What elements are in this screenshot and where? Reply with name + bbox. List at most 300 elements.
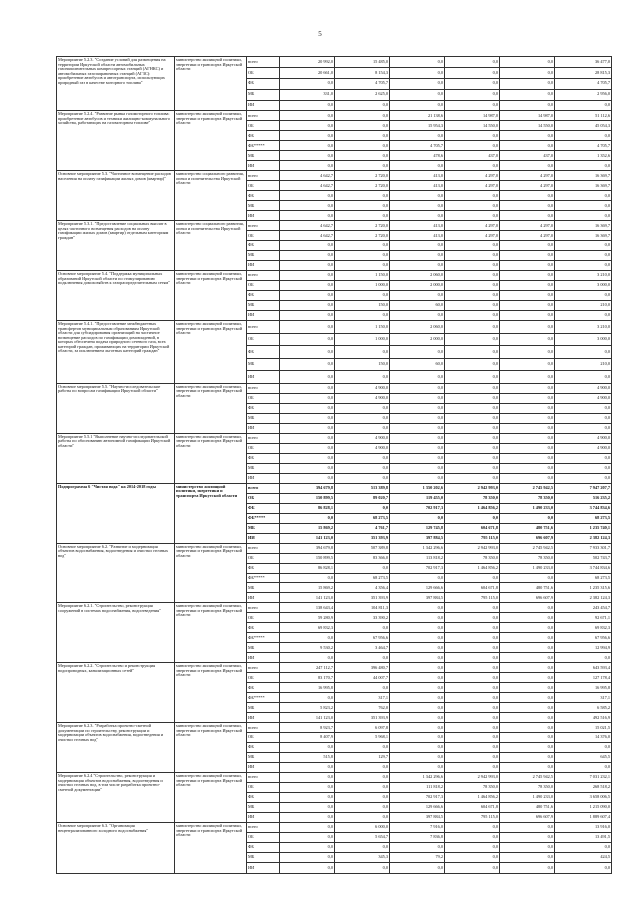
amount-cell: 0,0	[500, 201, 555, 211]
measure-name: Основное мероприятие 5.3. "Частичное возмещение расходов населения на оплату газификации жилых домов (квартир)"	[57, 171, 175, 221]
funding-source: всего	[247, 543, 280, 553]
amount-cell: 15 954,3	[390, 121, 445, 131]
amount-cell: 5 654,7	[335, 833, 390, 843]
amount-cell: 0,0	[390, 663, 445, 673]
amount-cell: 696 607,9	[500, 813, 555, 823]
amount-cell: 0,0	[445, 863, 500, 874]
amount-cell: 2 060,0	[390, 271, 445, 281]
amount-cell: 7 933 301,7	[555, 543, 612, 553]
amount-cell: 4 642,7	[280, 231, 335, 241]
amount-cell: 2 942 993,0	[445, 773, 500, 783]
amount-cell: 0,0	[555, 463, 612, 473]
amount-cell: 2 000,0	[390, 333, 445, 346]
amount-cell: 15 485,0	[335, 57, 390, 68]
amount-cell: 0,0	[555, 423, 612, 433]
amount-cell: 0,0	[280, 803, 335, 813]
funding-source: ФБ	[247, 131, 280, 141]
funding-source: ФБ*****	[247, 513, 280, 523]
amount-cell: 2 720,0	[335, 221, 390, 231]
amount-cell: 0,0	[500, 463, 555, 473]
amount-cell: 3 000,0	[555, 281, 612, 291]
amount-cell: 4 642,7	[280, 181, 335, 191]
amount-cell: 0,0	[500, 473, 555, 483]
funding-source: ИИ	[247, 423, 280, 433]
funding-source: всего	[247, 723, 280, 733]
amount-cell: 14 550,0	[445, 121, 500, 131]
funding-source: МБ	[247, 803, 280, 813]
amount-cell: 68 273,5	[335, 573, 390, 583]
amount-cell: 7 916,0	[390, 823, 445, 833]
amount-cell: 0,0	[445, 433, 500, 443]
amount-cell: 0,0	[445, 713, 500, 723]
amount-cell: 1 150,0	[335, 321, 390, 334]
executor: министерство жилищной политики, энергетики и транспорта Иркутской области	[175, 483, 247, 543]
amount-cell: 6 097,8	[335, 723, 390, 733]
amount-cell: 1 000,0	[335, 333, 390, 346]
amount-cell: 1 464 856,2	[445, 563, 500, 573]
amount-cell: 4 297,0	[445, 171, 500, 181]
amount-cell: 0,0	[500, 321, 555, 334]
amount-cell: 0,0	[500, 643, 555, 653]
funding-source: МБ	[247, 583, 280, 593]
amount-cell: 0,0	[335, 793, 390, 803]
amount-cell: 14 987,0	[445, 111, 500, 121]
amount-cell: 437,0	[500, 151, 555, 161]
amount-cell: 507 389,8	[335, 543, 390, 553]
amount-cell: 0,0	[500, 371, 555, 384]
amount-cell: 0,0	[390, 763, 445, 773]
amount-cell: 0,0	[390, 383, 445, 393]
table-row	[57, 723, 612, 733]
amount-cell: 0,0	[555, 763, 612, 773]
table-row	[57, 823, 612, 833]
amount-cell: 0,0	[280, 743, 335, 753]
amount-cell: 0,0	[500, 161, 555, 171]
amount-cell: 0,0	[280, 393, 335, 403]
amount-cell: 0,0	[445, 753, 500, 763]
amount-cell: 78 350,0	[445, 783, 500, 793]
funding-source: всего	[247, 483, 280, 493]
amount-cell: 7 031 232,1	[555, 773, 612, 783]
amount-cell: 141 123,0	[280, 713, 335, 723]
amount-cell: 0,0	[555, 371, 612, 384]
amount-cell: 0,0	[500, 703, 555, 713]
amount-cell: 0,0	[500, 89, 555, 100]
amount-cell: 78 350,0	[500, 783, 555, 793]
funding-source: МБ	[247, 251, 280, 261]
amount-cell: 0,0	[280, 783, 335, 793]
amount-cell: 6 585,2	[555, 703, 612, 713]
amount-cell: 4 761,7	[335, 523, 390, 533]
funding-source: МБ	[247, 201, 280, 211]
amount-cell: 0,0	[280, 333, 335, 346]
amount-cell: 0,0	[500, 67, 555, 78]
amount-cell: 0,0	[500, 863, 555, 874]
amount-cell: 1 235 740,1	[555, 523, 612, 533]
amount-cell: 0,0	[500, 753, 555, 763]
amount-cell: 0,0	[445, 321, 500, 334]
amount-cell: 351 393,9	[335, 593, 390, 603]
amount-cell: 0,0	[280, 853, 335, 863]
amount-cell: 1 342 296,6	[390, 773, 445, 783]
amount-cell: 0,0	[280, 863, 335, 874]
amount-cell: 0,0	[335, 623, 390, 633]
amount-cell: 0,0	[335, 413, 390, 423]
amount-cell: 351 393,9	[335, 713, 390, 723]
amount-cell: 0,0	[390, 653, 445, 663]
amount-cell: 0,0	[390, 423, 445, 433]
amount-cell: 15 869,2	[280, 583, 335, 593]
amount-cell: 4 900,0	[335, 433, 390, 443]
amount-cell: 0,0	[390, 251, 445, 261]
amount-cell: 437,0	[445, 151, 500, 161]
executor: министерство социального развития, опеки и попечительства Иркутской области	[175, 171, 247, 221]
amount-cell: 1 350 202,6	[390, 483, 445, 493]
amount-cell: 0,0	[280, 211, 335, 221]
funding-source: всего	[247, 221, 280, 231]
amount-cell: 0,0	[280, 271, 335, 281]
measure-name: Основное мероприятие 5.4. "Поддержка муниципальных образований Иркутской области по стимулированию подключения домохозяйств к газораспределительным сетям"	[57, 271, 175, 321]
amount-cell: 0,0	[500, 683, 555, 693]
amount-cell: 6 000,0	[335, 823, 390, 833]
funding-source: МБ	[247, 301, 280, 311]
amount-cell: 0,0	[280, 78, 335, 89]
funding-source: ФБ	[247, 743, 280, 753]
amount-cell: 1 235 315,6	[555, 583, 612, 593]
amount-cell: 0,0	[500, 358, 555, 371]
amount-cell: 0,0	[390, 371, 445, 384]
amount-cell: 0,0	[445, 473, 500, 483]
funding-source: ОБ	[247, 181, 280, 191]
amount-cell: 0,0	[555, 251, 612, 261]
funding-source: всего	[247, 171, 280, 181]
amount-cell: 0,0	[555, 346, 612, 359]
amount-cell: 702 917,3	[390, 503, 445, 513]
amount-cell: 0,0	[500, 853, 555, 863]
table-row	[57, 773, 612, 783]
amount-cell: 0,0	[445, 201, 500, 211]
amount-cell: 0,0	[280, 251, 335, 261]
executor: министерство жилищной политики, энергетики и транспорта Иркутской области	[175, 823, 247, 874]
amount-cell: 0,0	[555, 863, 612, 874]
amount-cell: 0,0	[280, 301, 335, 311]
amount-cell: 0,0	[280, 693, 335, 703]
amount-cell: 111 818,2	[390, 783, 445, 793]
amount-cell: 0,0	[280, 201, 335, 211]
amount-cell: 16 369,7	[555, 181, 612, 191]
amount-cell: 0,0	[500, 833, 555, 843]
amount-cell: 0,0	[500, 393, 555, 403]
amount-cell: 1 342 296,6	[390, 543, 445, 553]
funding-source: МБ	[247, 89, 280, 100]
amount-cell: 0,0	[335, 201, 390, 211]
amount-cell: 0,0	[390, 703, 445, 713]
amount-cell: 20 661,0	[280, 67, 335, 78]
amount-cell: 68 273,5	[555, 573, 612, 583]
measure-name: Мероприятие 5.3.1. "Предоставление социальных выплат в целях частичного возмещения расходов на оплату газификации жилых домов (квартир) отдельным категориям граждан"	[57, 221, 175, 271]
amount-cell: 0,0	[445, 513, 500, 523]
amount-cell: 0,0	[500, 763, 555, 773]
amount-cell: 795 115,0	[445, 593, 500, 603]
amount-cell: 0,0	[500, 663, 555, 673]
amount-cell: 0,0	[335, 813, 390, 823]
amount-cell: 0,0	[335, 291, 390, 301]
measure-name: Мероприятие 5.2.4. "Развитие рынка газомоторного топлива: приобретение автобусов и техники жилищно-коммунального хозяйства, работающих на газомоторном топливе"	[57, 111, 175, 171]
executor: министерство жилищной политики, энергетики и транспорта Иркутской области	[175, 663, 247, 723]
amount-cell: 0,0	[500, 423, 555, 433]
amount-cell: 67 956,6	[555, 633, 612, 643]
amount-cell: 1 000,0	[335, 281, 390, 291]
amount-cell: 0,0	[280, 111, 335, 121]
amount-cell: 397 884,5	[390, 813, 445, 823]
funding-source: ФБ	[247, 453, 280, 463]
amount-cell: 69 832,3	[280, 623, 335, 633]
funding-source: ФБ	[247, 241, 280, 251]
table-row	[57, 321, 612, 334]
executor: министерство жилищной политики, энергетики и транспорта Иркутской области	[175, 321, 247, 384]
amount-cell: 0,0	[500, 413, 555, 423]
amount-cell: 78 350,0	[500, 553, 555, 563]
funding-source: ИИ	[247, 211, 280, 221]
funding-source: МБ	[247, 463, 280, 473]
amount-cell: 0,0	[335, 161, 390, 171]
amount-cell: 0,0	[280, 261, 335, 271]
amount-cell: 0,0	[500, 333, 555, 346]
funding-source: МБ	[247, 853, 280, 863]
funding-source: ИИ	[247, 863, 280, 874]
amount-cell: 0,0	[445, 683, 500, 693]
amount-cell: 0,0	[445, 733, 500, 743]
amount-cell: 0,0	[445, 311, 500, 321]
amount-cell: 2 720,0	[335, 171, 390, 181]
amount-cell: 0,0	[280, 573, 335, 583]
amount-cell: 12 994,9	[555, 643, 612, 653]
amount-cell: 0,0	[335, 653, 390, 663]
amount-cell: 0,0	[445, 853, 500, 863]
amount-cell: 8 923,7	[280, 723, 335, 733]
amount-cell: 0,0	[445, 463, 500, 473]
measure-name: Основное мероприятие 6.3. "Организация нецентрализованного холодного водоснабжения"	[57, 823, 175, 874]
funding-source: ИИ	[247, 533, 280, 543]
amount-cell: 702 917,3	[390, 793, 445, 803]
amount-cell: 2 382 124,3	[555, 533, 612, 543]
amount-cell: 16 369,7	[555, 171, 612, 181]
amount-cell: 141 123,0	[280, 593, 335, 603]
measure-name: Мероприятие 6.2.3. "Разработка проектно-сметной документации по строительству, реконструкции и модернизации объектов водоснабжения, водоотведения и очистки сточных вод"	[57, 723, 175, 773]
funding-source: всего	[247, 321, 280, 334]
funding-source: ИИ	[247, 371, 280, 384]
amount-cell: 0,0	[390, 843, 445, 853]
funding-source: ФБ	[247, 793, 280, 803]
funding-source: ФБ*****	[247, 573, 280, 583]
amount-cell: 92 671,1	[555, 613, 612, 623]
amount-cell: 0,0	[335, 251, 390, 261]
amount-cell: 0,0	[500, 673, 555, 683]
amount-cell: 2 000,0	[390, 281, 445, 291]
amount-cell: 0,0	[280, 403, 335, 413]
amount-cell: 0,0	[280, 423, 335, 433]
funding-source: ИИ	[247, 713, 280, 723]
amount-cell: 0,0	[335, 683, 390, 693]
amount-cell: 0,0	[445, 403, 500, 413]
amount-cell: 0,0	[445, 191, 500, 201]
table-body	[57, 57, 612, 874]
amount-cell: 0,0	[445, 251, 500, 261]
funding-source: ИИ	[247, 261, 280, 271]
amount-cell: 0,0	[280, 358, 335, 371]
amount-cell: 604 671,8	[445, 523, 500, 533]
amount-cell: 492 516,9	[555, 713, 612, 723]
amount-cell: 394 679,8	[280, 483, 335, 493]
amount-cell: 44 007,7	[335, 673, 390, 683]
amount-cell: 0,0	[390, 201, 445, 211]
funding-source: МБ	[247, 358, 280, 371]
executor: министерство жилищной политики, энергетики и транспорта Иркутской области	[175, 603, 247, 663]
funding-source: ОБ	[247, 231, 280, 241]
amount-cell: 86 828,1	[280, 503, 335, 513]
funding-source: МБ	[247, 413, 280, 423]
amount-cell: 4 900,0	[335, 383, 390, 393]
amount-cell: 0,0	[555, 191, 612, 201]
amount-cell: 3 658 006,5	[555, 793, 612, 803]
amount-cell: 0,0	[555, 161, 612, 171]
amount-cell: 0,0	[390, 473, 445, 483]
funding-source: ОБ	[247, 443, 280, 453]
amount-cell: 0,0	[500, 291, 555, 301]
amount-cell: 696 607,9	[500, 593, 555, 603]
amount-cell: 0,0	[500, 383, 555, 393]
amount-cell: 0,0	[335, 241, 390, 251]
amount-cell: 0,0	[555, 413, 612, 423]
amount-cell: 0,0	[445, 703, 500, 713]
amount-cell: 0,0	[335, 423, 390, 433]
amount-cell: 9 530,2	[280, 643, 335, 653]
amount-cell: 0,0	[500, 633, 555, 643]
amount-cell: 0,0	[500, 443, 555, 453]
amount-cell: 0,0	[390, 78, 445, 89]
amount-cell: 0,0	[280, 151, 335, 161]
amount-cell: 0,0	[390, 633, 445, 643]
amount-cell: 0,0	[500, 281, 555, 291]
amount-cell: 0,0	[390, 613, 445, 623]
amount-cell: 0,0	[500, 251, 555, 261]
table-row	[57, 433, 612, 443]
amount-cell: 0,0	[335, 503, 390, 513]
amount-cell: 150 899,5	[280, 553, 335, 563]
amount-cell: 0,0	[390, 161, 445, 171]
amount-cell: 696 607,9	[500, 533, 555, 543]
funding-source: ИИ	[247, 763, 280, 773]
amount-cell: 413,0	[390, 181, 445, 191]
amount-cell: 480 751,6	[500, 583, 555, 593]
amount-cell: 68 273,5	[335, 513, 390, 523]
amount-cell: 0,0	[280, 141, 335, 151]
amount-cell: 5 968,1	[335, 733, 390, 743]
amount-cell: 0,0	[445, 301, 500, 311]
amount-cell: 317,1	[335, 693, 390, 703]
funding-source: ОБ	[247, 493, 280, 503]
budget-table	[56, 56, 612, 874]
amount-cell: 79,2	[390, 853, 445, 863]
amount-cell: 0,0	[390, 131, 445, 141]
amount-cell: 0,0	[390, 743, 445, 753]
amount-cell: 0,0	[335, 463, 390, 473]
funding-source: всего	[247, 823, 280, 833]
amount-cell: 16 369,7	[555, 221, 612, 231]
amount-cell: 0,0	[280, 100, 335, 111]
amount-cell: 0,0	[500, 843, 555, 853]
amount-cell: 2 942 993,0	[445, 483, 500, 493]
amount-cell: 127 178,4	[555, 673, 612, 683]
amount-cell: 4 900,0	[335, 393, 390, 403]
funding-source: ФБ	[247, 78, 280, 89]
amount-cell: 0,0	[390, 291, 445, 301]
amount-cell: 1 150,0	[335, 271, 390, 281]
funding-source: ИИ	[247, 653, 280, 663]
funding-source: ФБ	[247, 683, 280, 693]
amount-cell: 210,0	[555, 301, 612, 311]
amount-cell: 604 671,8	[445, 583, 500, 593]
amount-cell: 480 751,6	[500, 523, 555, 533]
amount-cell: 0,0	[280, 823, 335, 833]
funding-source: ФБ	[247, 403, 280, 413]
amount-cell: 0,0	[555, 100, 612, 111]
amount-cell: 0,0	[500, 743, 555, 753]
amount-cell: 0,0	[390, 413, 445, 423]
amount-cell: 0,0	[335, 311, 390, 321]
amount-cell: 0,0	[335, 371, 390, 384]
amount-cell: 0,0	[335, 773, 390, 783]
funding-source: всего	[247, 433, 280, 443]
amount-cell: 345,3	[335, 853, 390, 863]
amount-cell: 0,0	[500, 403, 555, 413]
amount-cell: 113 818,2	[390, 553, 445, 563]
table-row	[57, 221, 612, 231]
amount-cell: 14 550,0	[500, 121, 555, 131]
amount-cell: 4 297,0	[445, 181, 500, 191]
amount-cell: 0,0	[500, 100, 555, 111]
amount-cell: 141 123,0	[280, 533, 335, 543]
amount-cell: 119 455,0	[390, 493, 445, 503]
amount-cell: 0,0	[555, 473, 612, 483]
amount-cell: 69 832,3	[555, 623, 612, 633]
amount-cell: 28 815,3	[555, 67, 612, 78]
amount-cell: 4 297,0	[500, 181, 555, 191]
amount-cell: 0,0	[280, 793, 335, 803]
amount-cell: 0,0	[500, 513, 555, 523]
amount-cell: 0,0	[500, 453, 555, 463]
funding-source: ОБ	[247, 333, 280, 346]
amount-cell: 0,0	[390, 67, 445, 78]
amount-cell: 0,0	[445, 633, 500, 643]
amount-cell: 150 899,5	[280, 493, 335, 503]
amount-cell: 13 916,0	[555, 823, 612, 833]
amount-cell: 0,0	[280, 773, 335, 783]
amount-cell: 0,0	[445, 413, 500, 423]
amount-cell: 0,0	[445, 346, 500, 359]
amount-cell: 129 745,8	[390, 523, 445, 533]
amount-cell: 0,0	[280, 633, 335, 643]
amount-cell: 0,0	[280, 291, 335, 301]
amount-cell: 3 744 834,6	[555, 563, 612, 573]
amount-cell: 16 995,8	[280, 683, 335, 693]
funding-source: ИИ	[247, 161, 280, 171]
amount-cell: 0,0	[445, 823, 500, 833]
amount-cell: 604 671,8	[445, 803, 500, 813]
amount-cell: 0,0	[390, 191, 445, 201]
amount-cell: 0,0	[335, 453, 390, 463]
amount-cell: 3 210,0	[555, 271, 612, 281]
